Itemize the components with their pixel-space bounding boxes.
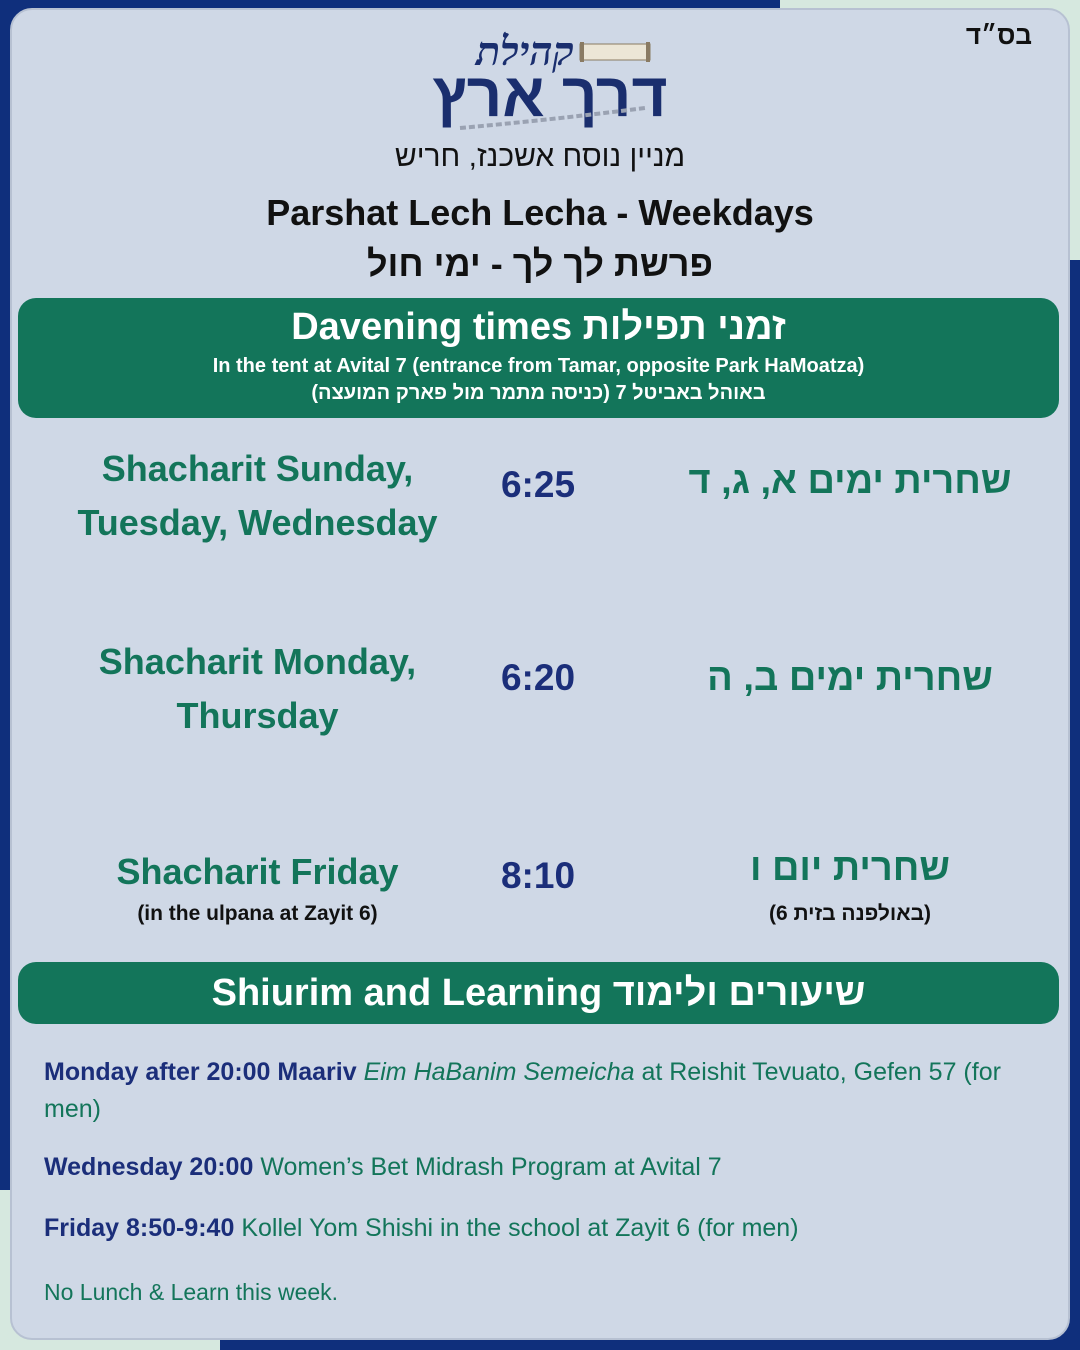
logo-scroll: [580, 44, 650, 60]
davening-row-label-en: Shacharit Monday, Thursday: [98, 641, 417, 736]
davening-row-note-en: (in the ulpana at Zayit 6): [137, 902, 378, 925]
davening-banner: [18, 298, 1059, 418]
shiur-name: Eim HaBanim Semeicha: [363, 1058, 635, 1086]
shiur-item: [44, 1149, 1034, 1186]
logo-text-small: קהילת: [475, 28, 575, 75]
shiurim-banner: [18, 962, 1059, 1024]
shiurim-title: Shiurim and Learning שיעורים ולימוד: [211, 972, 866, 1014]
shiurim-footer: No Lunch & Learn this week.: [44, 1279, 339, 1305]
page-title-en: Parshat Lech Lecha - Weekdays: [266, 192, 814, 233]
davening-row-time: 6:20: [500, 657, 576, 698]
davening-row-label-en: Shacharit Sunday, Tuesday, Wednesday: [77, 448, 438, 543]
shiur-item: [44, 1054, 1034, 1128]
davening-row-note-he: (באולפנה בזית 6): [768, 902, 932, 925]
shiur-details: Kollel Yom Shishi in the school at Zayit 6 (for men): [234, 1214, 799, 1242]
shiur-details: at Reishit Tevuato, Gefen 57 (for men): [44, 1058, 1001, 1123]
davening-row-time: 6:25: [500, 464, 576, 505]
shiur-day: Friday 8:50-9:40: [44, 1214, 235, 1242]
davening-row-label-he: שחרית ימים א, ג, ד: [688, 460, 1012, 502]
bsd-label: בס״ד: [965, 20, 1032, 50]
davening-row-label-he: שחרית יום ו: [750, 847, 950, 889]
davening-title: Davening times זמני תפילות: [291, 306, 786, 348]
shiur-item: [44, 1210, 1034, 1247]
page-title-he: פרשת לך לך - ימי חול: [366, 243, 714, 284]
shiur-day: Wednesday 20:00: [44, 1153, 254, 1181]
shiur-day: Monday after 20:00 Maariv: [44, 1058, 357, 1086]
davening-row-time: 8:10: [500, 855, 576, 896]
logo-text-large: דרך ארץ: [432, 61, 668, 130]
davening-row-label-en: Shacharit Friday: [116, 851, 399, 892]
davening-row-label-he: שחרית ימים ב, ה: [707, 657, 993, 699]
minyan-label: מניין נוסח אשכנז, חריש: [394, 140, 686, 173]
davening-location-en: In the tent at Avital 7 (entrance from Tamar, opposite Park HaMoatza): [212, 355, 865, 377]
community-logo: [430, 20, 670, 140]
davening-location-he: באוהל באביטל 7 (כניסה מתמר מול פארק המועצה): [311, 382, 766, 404]
shiur-details: Women’s Bet Midrash Program at Avital 7: [253, 1153, 722, 1181]
